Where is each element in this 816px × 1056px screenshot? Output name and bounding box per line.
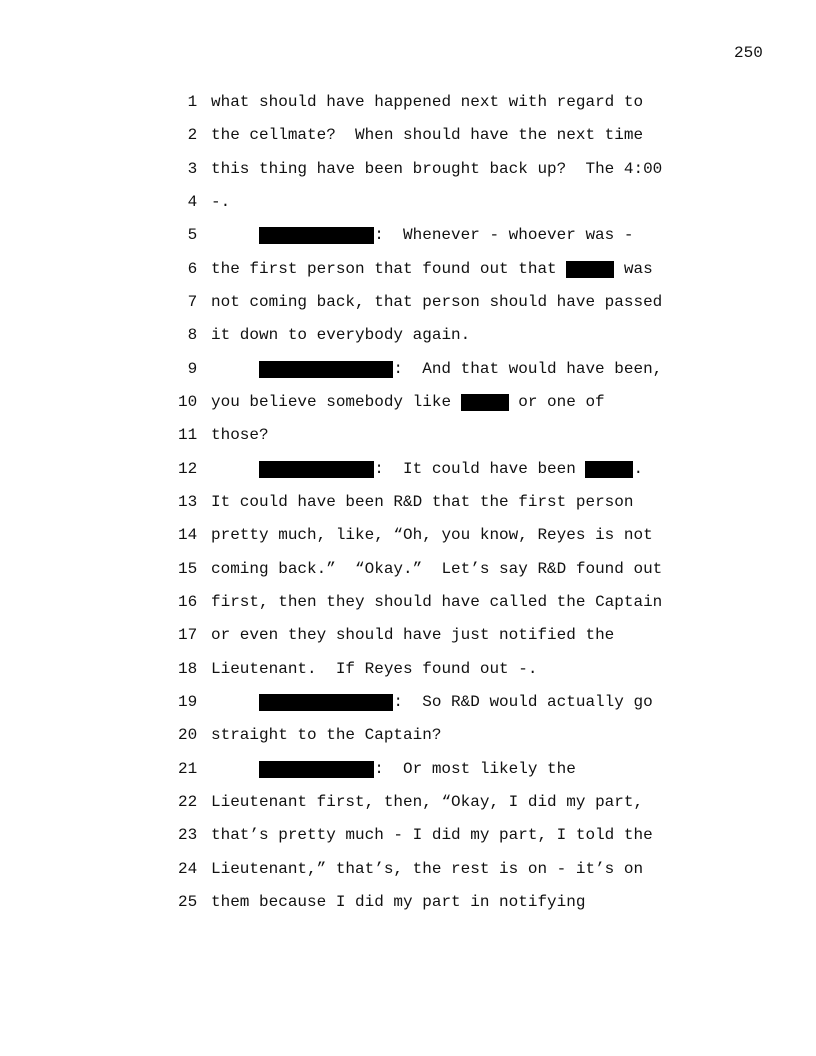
line-number: 14 — [178, 526, 198, 545]
line-text — [211, 453, 643, 486]
redaction-box — [461, 394, 509, 411]
line-text: or even they should have just notified the — [211, 626, 615, 645]
transcript-line — [0, 253, 816, 286]
redaction-box — [259, 461, 374, 478]
line-number: 20 — [178, 726, 198, 745]
redaction-box — [259, 694, 393, 711]
speaker-indent — [211, 238, 259, 239]
redaction-box — [259, 227, 374, 244]
transcript-line — [0, 586, 816, 619]
speaker-indent — [211, 372, 259, 373]
line-text — [211, 386, 605, 419]
transcript-line — [0, 419, 816, 452]
transcript-line — [0, 819, 816, 852]
redaction-box — [566, 261, 614, 278]
transcript-line — [0, 319, 816, 352]
line-number: 18 — [178, 659, 198, 678]
line-text — [211, 353, 662, 386]
line-number: 23 — [178, 826, 198, 845]
line-text: Lieutenant first, then, “Okay, I did my part, — [211, 792, 644, 811]
line-text: first, then they should have called the Captain — [211, 592, 663, 611]
page-number: 250 — [734, 44, 763, 62]
transcript-line — [0, 686, 816, 719]
transcript-line — [0, 219, 816, 252]
redaction-box — [259, 761, 374, 778]
line-text — [211, 219, 633, 252]
line-number: 19 — [178, 692, 198, 711]
transcript-line — [0, 119, 816, 152]
line-text-segment: : Or most likely the — [374, 759, 576, 778]
transcript-line — [0, 886, 816, 919]
line-text-segment: the first person that found out that — [211, 259, 567, 278]
line-text: those? — [211, 426, 269, 445]
transcript-line — [0, 486, 816, 519]
line-number: 10 — [178, 392, 198, 411]
transcript-line — [0, 753, 816, 786]
transcript-line — [0, 553, 816, 586]
line-text — [211, 686, 653, 719]
redaction-box — [259, 361, 393, 378]
line-text: straight to the Captain? — [211, 726, 442, 745]
line-number: 12 — [178, 459, 198, 478]
line-text: Lieutenant,” that’s, the rest is on - it’s on — [211, 859, 644, 878]
line-text: them because I did my part in notifying — [211, 892, 586, 911]
line-number: 13 — [178, 492, 198, 511]
redaction-box — [585, 461, 633, 478]
line-number: 2 — [187, 126, 198, 145]
line-number: 22 — [178, 792, 198, 811]
speaker-indent — [211, 472, 259, 473]
transcript-body — [0, 86, 816, 919]
speaker-indent — [211, 772, 259, 773]
line-text-segment: : So R&D would actually go — [393, 692, 653, 711]
line-text: Lieutenant. If Reyes found out -. — [211, 659, 538, 678]
line-text: not coming back, that person should have passed — [211, 292, 663, 311]
line-text: It could have been R&D that the first person — [211, 492, 634, 511]
line-number: 7 — [187, 292, 198, 311]
transcript-line — [0, 286, 816, 319]
line-text-segment: : Whenever - whoever was - — [374, 226, 634, 245]
line-text: it down to everybody again. — [211, 326, 471, 345]
line-number: 5 — [187, 226, 198, 245]
transcript-line — [0, 453, 816, 486]
transcript-line — [0, 86, 816, 119]
transcript-line — [0, 153, 816, 186]
line-number: 24 — [178, 859, 198, 878]
line-text-segment: : It could have been — [374, 459, 586, 478]
line-number: 9 — [187, 359, 198, 378]
line-text: -. — [211, 192, 231, 211]
transcript-line — [0, 853, 816, 886]
line-text: that’s pretty much - I did my part, I told the — [211, 826, 653, 845]
transcript-line — [0, 719, 816, 752]
line-text: what should have happened next with regard to — [211, 93, 644, 111]
line-text: the cellmate? When should have the next time — [211, 126, 644, 145]
line-text-segment: you believe somebody like — [211, 392, 461, 411]
line-number: 16 — [178, 592, 198, 611]
line-text: coming back.” “Okay.” Let’s say R&D found out — [211, 559, 663, 578]
line-text: pretty much, like, “Oh, you know, Reyes is not — [211, 526, 653, 545]
transcript-line — [0, 786, 816, 819]
line-number: 4 — [187, 192, 198, 211]
line-number: 6 — [187, 259, 198, 278]
speaker-indent — [211, 705, 259, 706]
line-text-segment: was — [614, 259, 653, 278]
line-number: 8 — [187, 326, 198, 345]
transcript-line — [0, 186, 816, 219]
line-number: 21 — [178, 759, 198, 778]
transcript-line — [0, 619, 816, 652]
line-number: 11 — [178, 426, 198, 445]
line-number: 25 — [178, 892, 198, 911]
line-text-segment: . — [633, 459, 644, 478]
line-text: this thing have been brought back up? The 4:00 — [211, 159, 663, 178]
line-text-segment: : And that would have been, — [393, 359, 663, 378]
line-text-segment: or one of — [508, 392, 605, 411]
transcript-line — [0, 653, 816, 686]
line-number: 1 — [187, 93, 198, 111]
line-number: 15 — [178, 559, 198, 578]
transcript-line — [0, 353, 816, 386]
transcript-line — [0, 519, 816, 552]
line-number: 3 — [187, 159, 198, 178]
line-text — [211, 253, 653, 286]
line-number: 17 — [178, 626, 198, 645]
line-text — [211, 753, 576, 786]
transcript-line — [0, 386, 816, 419]
